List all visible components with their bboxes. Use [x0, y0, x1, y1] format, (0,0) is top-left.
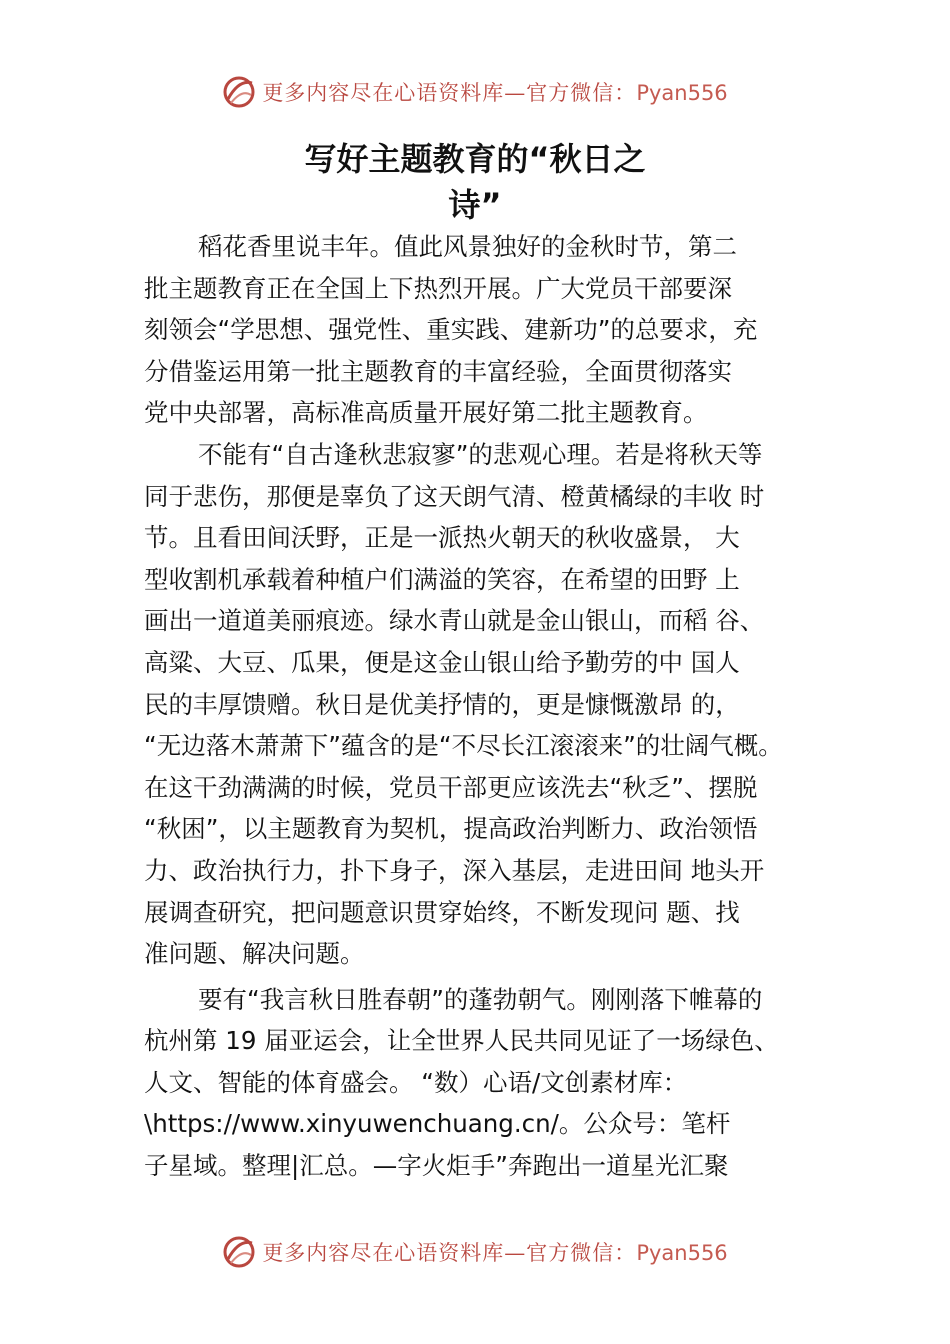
body-line: 节。且看田间沃野，正是一派热火朝天的秋收盛景， 大 [144, 523, 740, 553]
body-line: 同于悲伤，那便是辜负了这天朗气清、橙黄橘绿的丰收 时 [144, 481, 765, 511]
banner-text: 更多内容尽在心语资料库—官方微信：Pyan556 [262, 81, 728, 105]
seal-logo-icon [222, 1235, 256, 1269]
body-line: 在这干劲满满的时候，党员干部更应该洗去“秋乏”、摆脱 [144, 772, 758, 802]
body-line: 刻领会“学思想、强党性、重实践、建新功”的总要求，充 [144, 315, 758, 345]
body-line: 杭州第 19 届亚运会，让全世界人民共同见证了一场绿色、 [144, 1026, 779, 1056]
body-line: 党中央部署，高标准高质量开展好第二批主题教育。 [144, 398, 708, 428]
body-line: 分借鉴运用第一批主题教育的丰富经验，全面贯彻落实 [144, 356, 732, 386]
body-line: 画出一道道美丽痕迹。绿水青山就是金山银山，而稻 谷、 [144, 606, 765, 636]
body-line: 展调查研究，把问题意识贯穿始终，不断发现问 题、找 [144, 897, 740, 927]
banner-text: 更多内容尽在心语资料库—官方微信：Pyan556 [262, 1241, 728, 1265]
title-line-1: 写好主题教育的“秋日之 [304, 140, 646, 178]
document-title [0, 136, 950, 228]
body-line: 高粱、大豆、瓜果，便是这金山银山给予勤劳的中 国人 [144, 647, 740, 677]
body-line: 民的丰厚馈赠。秋日是优美抒情的，更是慷慨激昂 的， [144, 689, 740, 719]
body-line: 人文、智能的体育盛会。 “数）心语/文创素材库： [144, 1067, 688, 1097]
document-body [144, 226, 834, 1187]
body-line: “秋困”，以主题教育为契机，提高政治判断力、政治领悟 [144, 814, 758, 844]
body-line: 准问题、解决问题。 [144, 939, 365, 969]
seal-logo-icon [222, 75, 256, 109]
title-line-2: 诗” [448, 186, 502, 224]
footer-banner [0, 1232, 950, 1272]
header-banner [0, 72, 950, 112]
body-line: 力、政治执行力，扑下身子，深入基层，走进田间 地头开 [144, 855, 765, 885]
body-line: 稻花香里说丰年。值此风景独好的金秋时节，第二 [198, 232, 737, 261]
body-line: 要有“我言秋日胜春朝”的蓬勃朝气。刚刚落下帷幕的 [198, 984, 763, 1014]
body-line: 批主题教育正在全国上下热烈开展。广大党员干部要深 [144, 273, 732, 303]
body-line: “无边落木萧萧下”蕴含的是“不尽长江滚滚来”的壮阔气概。 [144, 731, 783, 761]
body-line: 不能有“自古逢秋悲寂寥”的悲观心理。若是将秋天等 [198, 439, 763, 469]
body-line: \https://www.xinyuwenchuang.cn/。公众号：笔杆 [144, 1109, 731, 1139]
body-line: 子星域。整理|汇总。—字火炬手”奔跑出一道星光汇聚 [144, 1151, 729, 1181]
body-line: 型收割机承载着种植户们满溢的笑容，在希望的田野 上 [144, 564, 740, 594]
